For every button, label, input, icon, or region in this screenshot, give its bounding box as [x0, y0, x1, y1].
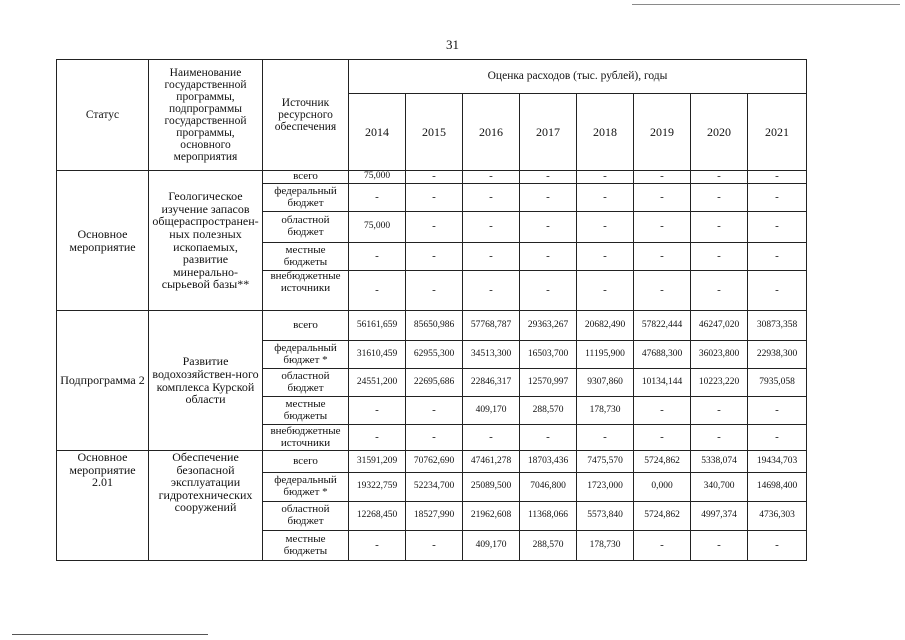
value-cell: 57768,787: [463, 311, 520, 341]
value-cell: 30873,358: [748, 311, 807, 341]
source-cell: местные бюджеты: [263, 243, 349, 271]
value-cell: -: [748, 271, 807, 311]
value-cell: 19322,759: [349, 473, 406, 502]
year-header: 2017: [520, 94, 577, 171]
value-cell: -: [406, 425, 463, 451]
year-header: 2019: [634, 94, 691, 171]
value-cell: -: [406, 212, 463, 243]
source-cell: федеральный бюджет: [263, 184, 349, 212]
value-cell: 10134,144: [634, 369, 691, 397]
source-cell: всего: [263, 171, 349, 184]
value-cell: -: [463, 425, 520, 451]
source-cell: внебюджетные источники: [263, 271, 349, 311]
value-cell: -: [634, 271, 691, 311]
value-cell: -: [520, 425, 577, 451]
value-cell: -: [349, 425, 406, 451]
value-cell: -: [691, 184, 748, 212]
status-cell: Основное мероприятие 2.01: [57, 451, 149, 561]
value-cell: 0,000: [634, 473, 691, 502]
value-cell: -: [634, 531, 691, 561]
value-cell: 4997,374: [691, 502, 748, 531]
value-cell: 75,000: [349, 212, 406, 243]
value-cell: 409,170: [463, 531, 520, 561]
value-cell: 5338,074: [691, 451, 748, 473]
value-cell: -: [691, 171, 748, 184]
value-cell: 288,570: [520, 397, 577, 425]
value-cell: 7475,570: [577, 451, 634, 473]
value-cell: -: [748, 243, 807, 271]
value-cell: -: [349, 531, 406, 561]
source-cell: местные бюджеты: [263, 397, 349, 425]
value-cell: 1723,000: [577, 473, 634, 502]
header-rule: [632, 4, 900, 5]
value-cell: 178,730: [577, 397, 634, 425]
source-cell: местные бюджеты: [263, 531, 349, 561]
value-cell: 5724,862: [634, 451, 691, 473]
year-header: 2020: [691, 94, 748, 171]
value-cell: 56161,659: [349, 311, 406, 341]
value-cell: -: [748, 184, 807, 212]
status-cell: Основное мероприятие: [57, 171, 149, 311]
value-cell: 31610,459: [349, 341, 406, 369]
value-cell: 47688,300: [634, 341, 691, 369]
value-cell: 5724,862: [634, 502, 691, 531]
value-cell: -: [691, 212, 748, 243]
value-cell: 22846,317: [463, 369, 520, 397]
source-cell: областной бюджет: [263, 502, 349, 531]
value-cell: -: [577, 184, 634, 212]
year-header: 2014: [349, 94, 406, 171]
program-name-cell: Развитие водохозяйствен-ного комплекса Курской области: [149, 311, 263, 451]
value-cell: 21962,608: [463, 502, 520, 531]
value-cell: 11195,900: [577, 341, 634, 369]
value-cell: 22938,300: [748, 341, 807, 369]
source-cell: федеральный бюджет *: [263, 341, 349, 369]
value-cell: -: [520, 171, 577, 184]
source-cell: внебюджетные источники: [263, 425, 349, 451]
budget-table: [56, 59, 807, 561]
value-cell: -: [577, 243, 634, 271]
value-cell: 178,730: [577, 531, 634, 561]
value-cell: 29363,267: [520, 311, 577, 341]
value-cell: 11368,066: [520, 502, 577, 531]
page-number: 31: [446, 37, 459, 52]
value-cell: -: [406, 271, 463, 311]
source-cell: всего: [263, 451, 349, 473]
value-cell: 31591,209: [349, 451, 406, 473]
table-row: [57, 451, 807, 473]
header-estimate: Оценка расходов (тыс. рублей), годы: [349, 60, 807, 94]
table-row: [57, 171, 807, 184]
value-cell: -: [748, 531, 807, 561]
value-cell: -: [691, 271, 748, 311]
value-cell: 12268,450: [349, 502, 406, 531]
value-cell: 5573,840: [577, 502, 634, 531]
year-header: 2021: [748, 94, 807, 171]
header-row-1: [57, 60, 807, 94]
year-header: 2015: [406, 94, 463, 171]
value-cell: -: [748, 171, 807, 184]
program-name-cell: Геологическое изучение запасов общераспространен-ных полезных ископаемых, развитие минерально-сырьевой базы**: [149, 171, 263, 311]
value-cell: 7935,058: [748, 369, 807, 397]
value-cell: -: [463, 243, 520, 271]
value-cell: 14698,400: [748, 473, 807, 502]
value-cell: 16503,700: [520, 341, 577, 369]
value-cell: -: [349, 243, 406, 271]
program-name-cell: Обеспечение безопасной эксплуатации гидротехнических сооружений: [149, 451, 263, 561]
value-cell: -: [691, 425, 748, 451]
value-cell: 25089,500: [463, 473, 520, 502]
value-cell: 36023,800: [691, 341, 748, 369]
value-cell: -: [463, 271, 520, 311]
source-cell: областной бюджет: [263, 212, 349, 243]
value-cell: -: [463, 212, 520, 243]
value-cell: -: [634, 212, 691, 243]
value-cell: 9307,860: [577, 369, 634, 397]
value-cell: -: [520, 243, 577, 271]
value-cell: 70762,690: [406, 451, 463, 473]
value-cell: 7046,800: [520, 473, 577, 502]
header-source: Источник ресурсного обеспечения: [263, 60, 349, 171]
year-header: 2018: [577, 94, 634, 171]
value-cell: -: [748, 425, 807, 451]
value-cell: -: [577, 212, 634, 243]
value-cell: 288,570: [520, 531, 577, 561]
value-cell: -: [748, 397, 807, 425]
value-cell: 18527,990: [406, 502, 463, 531]
value-cell: 12570,997: [520, 369, 577, 397]
year-header: 2016: [463, 94, 520, 171]
value-cell: 62955,300: [406, 341, 463, 369]
value-cell: -: [463, 184, 520, 212]
value-cell: -: [634, 397, 691, 425]
value-cell: 85650,986: [406, 311, 463, 341]
value-cell: -: [634, 425, 691, 451]
value-cell: -: [748, 212, 807, 243]
value-cell: -: [577, 425, 634, 451]
value-cell: 52234,700: [406, 473, 463, 502]
value-cell: 409,170: [463, 397, 520, 425]
value-cell: -: [577, 171, 634, 184]
value-cell: 4736,303: [748, 502, 807, 531]
footer-rule: [12, 634, 208, 635]
value-cell: 19434,703: [748, 451, 807, 473]
value-cell: -: [520, 271, 577, 311]
value-cell: 34513,300: [463, 341, 520, 369]
value-cell: -: [406, 531, 463, 561]
header-name: Наименование государственной программы, подпрограммы государственной программы, основного мероприятия: [149, 60, 263, 171]
value-cell: -: [691, 531, 748, 561]
source-cell: всего: [263, 311, 349, 341]
value-cell: 18703,436: [520, 451, 577, 473]
value-cell: -: [634, 171, 691, 184]
value-cell: -: [349, 271, 406, 311]
value-cell: -: [634, 184, 691, 212]
value-cell: -: [577, 271, 634, 311]
value-cell: -: [406, 171, 463, 184]
table-row: [57, 311, 807, 341]
value-cell: 22695,686: [406, 369, 463, 397]
value-cell: -: [406, 184, 463, 212]
source-cell: областной бюджет: [263, 369, 349, 397]
value-cell: -: [691, 397, 748, 425]
value-cell: 47461,278: [463, 451, 520, 473]
value-cell: 75,000: [349, 171, 406, 184]
value-cell: -: [349, 397, 406, 425]
value-cell: -: [349, 184, 406, 212]
value-cell: -: [463, 171, 520, 184]
value-cell: 10223,220: [691, 369, 748, 397]
value-cell: 24551,200: [349, 369, 406, 397]
source-cell: федеральный бюджет *: [263, 473, 349, 502]
value-cell: -: [520, 184, 577, 212]
value-cell: 46247,020: [691, 311, 748, 341]
value-cell: -: [520, 212, 577, 243]
value-cell: -: [406, 243, 463, 271]
status-cell: Подпрограмма 2: [57, 311, 149, 451]
value-cell: 57822,444: [634, 311, 691, 341]
value-cell: -: [634, 243, 691, 271]
value-cell: 20682,490: [577, 311, 634, 341]
value-cell: -: [406, 397, 463, 425]
header-status: Статус: [57, 60, 149, 171]
value-cell: 340,700: [691, 473, 748, 502]
value-cell: -: [691, 243, 748, 271]
